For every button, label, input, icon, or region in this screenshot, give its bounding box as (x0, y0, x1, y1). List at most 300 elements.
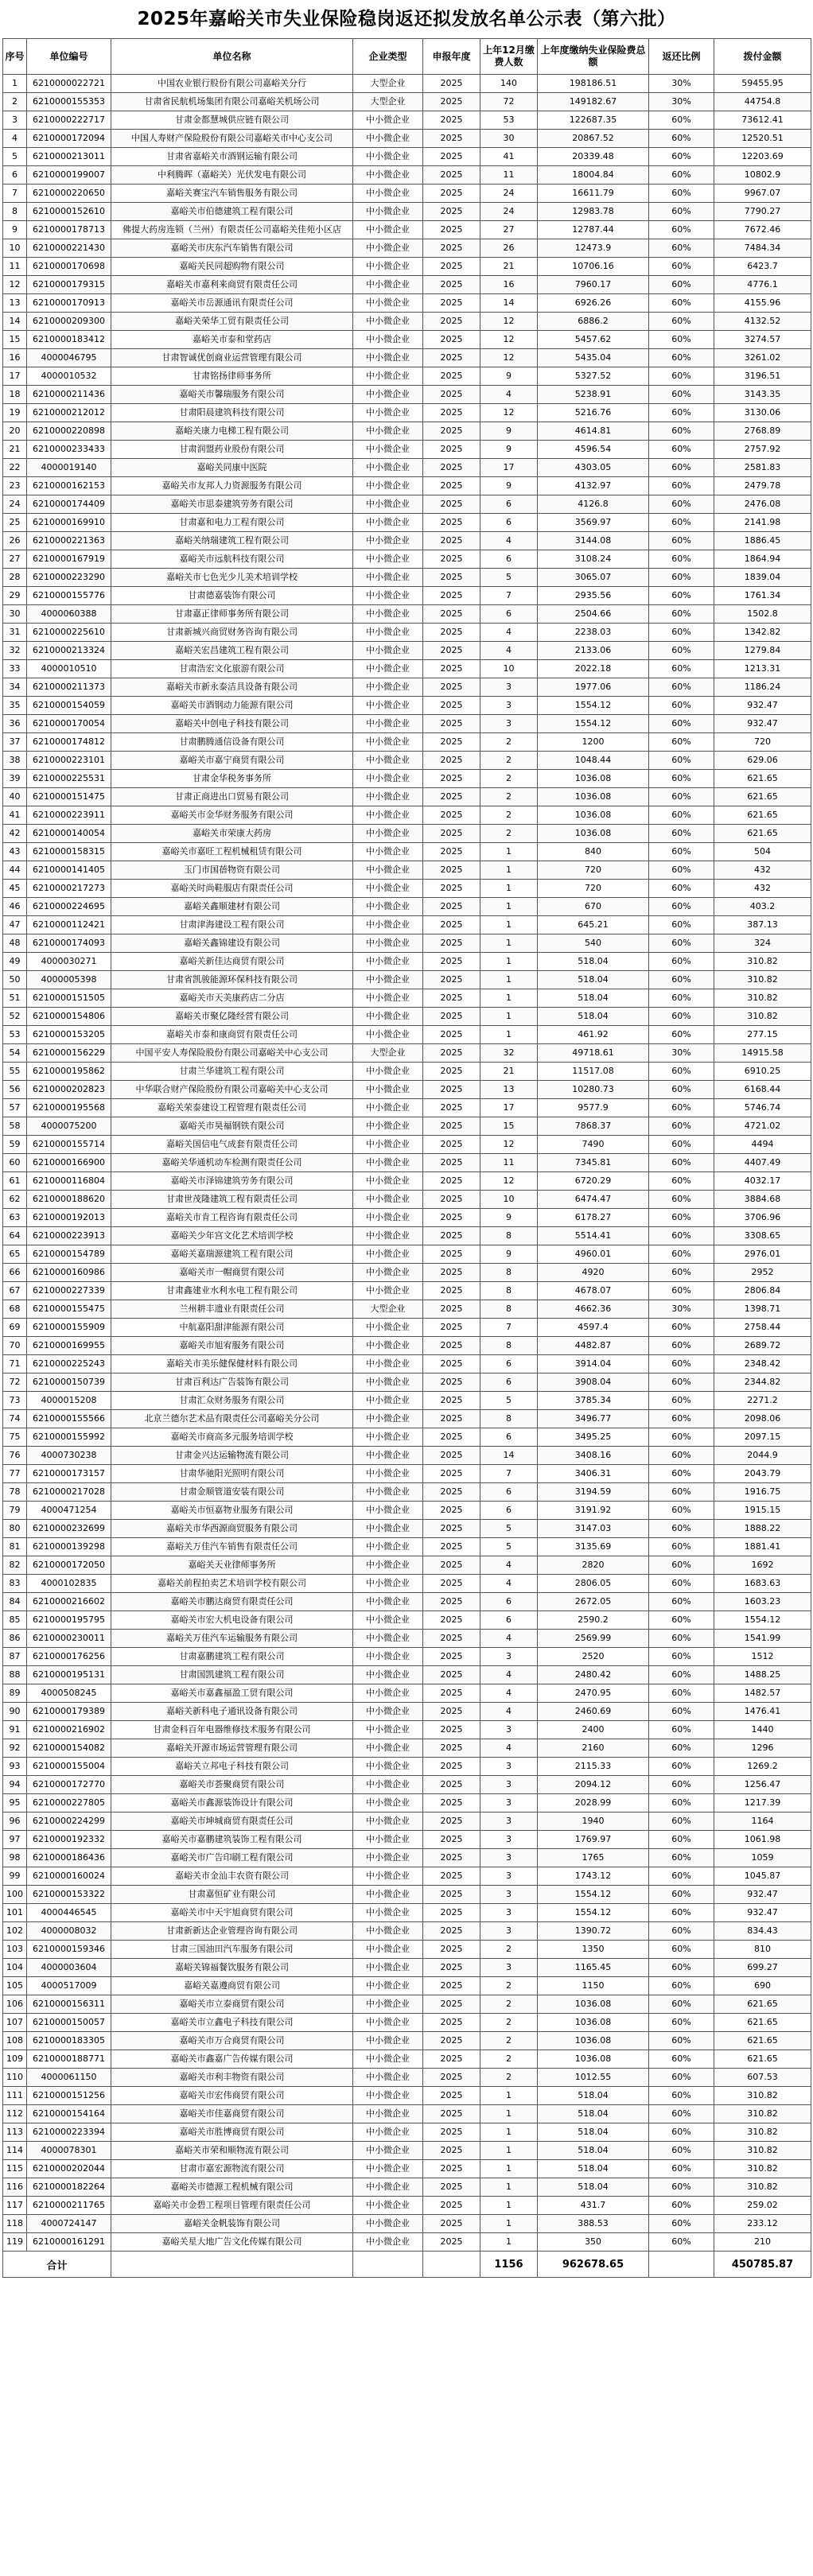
cell-premium-total: 4596.54 (538, 441, 649, 459)
cell-enterprise-type: 中小微企业 (353, 1502, 423, 1520)
table-row (3, 75, 811, 93)
cell-amount: 6168.44 (714, 1081, 811, 1099)
cell-unit-id: 6210000166900 (27, 1154, 111, 1172)
cell-year: 2025 (423, 1813, 480, 1831)
cell-refund-ratio: 60% (649, 605, 714, 624)
cell-premium-total: 1977.06 (538, 678, 649, 697)
cell-unit-id: 4000003604 (27, 1959, 111, 1977)
page-title: 2025年嘉峪关市失业保险稳岗返还拟发放名单公示表（第六批） (137, 9, 676, 29)
cell-refund-ratio: 60% (649, 1630, 714, 1648)
cell-unit-name: 嘉峪关立邦电子科技有限公司 (111, 1758, 353, 1776)
cell-unit-name: 嘉峪关市美乐健保健材料有限公司 (111, 1355, 353, 1373)
cell-unit-id: 6210000170913 (27, 294, 111, 313)
cell-premium-total: 1036.08 (538, 770, 649, 788)
table-row (3, 1264, 811, 1282)
cell-unit-id: 4000015208 (27, 1392, 111, 1410)
cell-premium-total: 4662.36 (538, 1300, 649, 1319)
cell-index: 43 (3, 843, 27, 861)
cell-unit-id: 6210000156311 (27, 1995, 111, 2014)
cell-unit-name: 嘉峪关市嘉宁商贸有限公司 (111, 752, 353, 770)
cell-amount: 12520.51 (714, 130, 811, 148)
cell-enterprise-type: 中小微企业 (353, 697, 423, 715)
cell-amount: 932.47 (714, 697, 811, 715)
cell-unit-id: 6210000159346 (27, 1941, 111, 1959)
cell-enterprise-type: 中小微企业 (353, 1867, 423, 1886)
cell-refund-ratio: 60% (649, 2178, 714, 2197)
table-row (3, 880, 811, 898)
cell-refund-ratio: 60% (649, 624, 714, 642)
cell-premium-total: 1765 (538, 1849, 649, 1867)
cell-amount: 3130.06 (714, 404, 811, 422)
cell-unit-id: 4000724147 (27, 2215, 111, 2233)
cell-year: 2025 (423, 1959, 480, 1977)
cell-refund-ratio: 60% (649, 1721, 714, 1739)
cell-index: 115 (3, 2160, 27, 2178)
cell-unit-name: 嘉峪关市嘉鑫福盈工贸有限公司 (111, 1684, 353, 1703)
cell-index: 79 (3, 1502, 27, 1520)
cell-refund-ratio: 60% (649, 1172, 714, 1191)
cell-enterprise-type: 中小微企业 (353, 624, 423, 642)
cell-index: 57 (3, 1099, 27, 1117)
cell-unit-id: 6210000220650 (27, 185, 111, 203)
cell-unit-name: 嘉峪关少年宫文化艺术培训学校 (111, 1227, 353, 1245)
cell-unit-id: 6210000213324 (27, 642, 111, 660)
cell-unit-id: 4000060388 (27, 605, 111, 624)
cell-enterprise-type: 中小微企业 (353, 2142, 423, 2160)
cell-enterprise-type: 中小微企业 (353, 934, 423, 953)
cell-unit-name: 甘肃铭扬律师事务所 (111, 367, 353, 386)
cell-headcount: 3 (480, 1776, 538, 1794)
cell-unit-name: 嘉峪关市恒嘉物业服务有限公司 (111, 1502, 353, 1520)
cell-year: 2025 (423, 1739, 480, 1758)
table-row (3, 111, 811, 130)
cell-enterprise-type: 中小微企业 (353, 1703, 423, 1721)
cell-refund-ratio: 60% (649, 880, 714, 898)
table-row (3, 2050, 811, 2069)
cell-refund-ratio: 60% (649, 1831, 714, 1849)
cell-premium-total: 2022.18 (538, 660, 649, 678)
cell-enterprise-type: 中小微企业 (353, 1630, 423, 1648)
cell-year: 2025 (423, 1941, 480, 1959)
cell-premium-total: 10706.16 (538, 258, 649, 276)
cell-unit-id: 4000005398 (27, 971, 111, 989)
cell-unit-id: 6210000155909 (27, 1319, 111, 1337)
cell-year: 2025 (423, 1886, 480, 1904)
cell-refund-ratio: 60% (649, 1758, 714, 1776)
cell-year: 2025 (423, 93, 480, 111)
cell-index: 4 (3, 130, 27, 148)
cell-unit-name: 嘉峪关市伯德建筑工程有限公司 (111, 203, 353, 221)
cell-year: 2025 (423, 1630, 480, 1648)
cell-unit-id: 6210000216902 (27, 1721, 111, 1739)
cell-refund-ratio: 60% (649, 1099, 714, 1117)
cell-premium-total: 5514.41 (538, 1227, 649, 1245)
cell-unit-id: 6210000176256 (27, 1648, 111, 1666)
cell-unit-name: 嘉峪关市嘉利来商贸有限责任公司 (111, 276, 353, 294)
cell-headcount: 2 (480, 2014, 538, 2032)
cell-premium-total: 518.04 (538, 2160, 649, 2178)
cell-amount: 1256.47 (714, 1776, 811, 1794)
total-blank-ratio (649, 2252, 714, 2278)
total-blank-name (111, 2252, 353, 2278)
cell-index: 21 (3, 441, 27, 459)
cell-year: 2025 (423, 934, 480, 953)
cell-amount: 699.27 (714, 1959, 811, 1977)
cell-refund-ratio: 60% (649, 1739, 714, 1758)
cell-unit-name: 甘肃嘉和电力工程有限公司 (111, 514, 353, 532)
cell-unit-id: 6210000211765 (27, 2197, 111, 2215)
cell-year: 2025 (423, 806, 480, 825)
cell-year: 2025 (423, 1465, 480, 1483)
cell-headcount: 11 (480, 166, 538, 185)
cell-unit-id: 6210000169955 (27, 1337, 111, 1355)
col-header-headcount: 上年12月缴费人数 (480, 39, 538, 75)
cell-amount: 834.43 (714, 1922, 811, 1941)
cell-refund-ratio: 30% (649, 75, 714, 93)
cell-amount: 1476.41 (714, 1703, 811, 1721)
cell-unit-name: 甘肃百利达广告装饰有限公司 (111, 1373, 353, 1392)
cell-enterprise-type: 中小微企业 (353, 1319, 423, 1337)
cell-refund-ratio: 60% (649, 441, 714, 459)
cell-refund-ratio: 60% (649, 459, 714, 477)
cell-enterprise-type: 中小微企业 (353, 605, 423, 624)
cell-premium-total: 3569.97 (538, 514, 649, 532)
cell-enterprise-type: 中小微企业 (353, 166, 423, 185)
cell-amount: 1541.99 (714, 1630, 811, 1648)
header-row (3, 39, 811, 75)
cell-refund-ratio: 60% (649, 349, 714, 367)
cell-headcount: 1 (480, 2142, 538, 2160)
cell-year: 2025 (423, 953, 480, 971)
cell-headcount: 4 (480, 1630, 538, 1648)
cell-unit-id: 6210000222717 (27, 111, 111, 130)
cell-year: 2025 (423, 1995, 480, 2014)
table-row (3, 898, 811, 916)
cell-headcount: 12 (480, 331, 538, 349)
cell-headcount: 4 (480, 1666, 538, 1684)
table-row (3, 1063, 811, 1081)
cell-premium-total: 7345.81 (538, 1154, 649, 1172)
table-row (3, 1026, 811, 1044)
table-row (3, 788, 811, 806)
cell-headcount: 2 (480, 1995, 538, 2014)
cell-unit-name: 嘉峪关锦福餐饮服务有限公司 (111, 1959, 353, 1977)
cell-headcount: 41 (480, 148, 538, 166)
cell-premium-total: 1036.08 (538, 806, 649, 825)
cell-unit-name: 嘉峪关市岳源通讯有限责任公司 (111, 294, 353, 313)
cell-headcount: 1 (480, 880, 538, 898)
cell-unit-id: 6210000152610 (27, 203, 111, 221)
cell-unit-name: 嘉峪关市宏伟商贸有限公司 (111, 2087, 353, 2105)
table-row (3, 404, 811, 422)
cell-year: 2025 (423, 898, 480, 916)
cell-refund-ratio: 60% (649, 1941, 714, 1959)
cell-year: 2025 (423, 642, 480, 660)
cell-headcount: 1 (480, 2123, 538, 2142)
cell-refund-ratio: 60% (649, 825, 714, 843)
cell-amount: 621.65 (714, 770, 811, 788)
cell-index: 1 (3, 75, 27, 93)
cell-amount: 310.82 (714, 2142, 811, 2160)
cell-unit-id: 6210000160024 (27, 1867, 111, 1886)
cell-headcount: 1 (480, 2105, 538, 2123)
cell-unit-name: 嘉峪关市华西源商贸服务有限公司 (111, 1520, 353, 1538)
cell-year: 2025 (423, 2105, 480, 2123)
cell-refund-ratio: 60% (649, 221, 714, 239)
cell-enterprise-type: 中小微企业 (353, 422, 423, 441)
cell-refund-ratio: 60% (649, 642, 714, 660)
cell-amount: 621.65 (714, 1995, 811, 2014)
table-row (3, 1483, 811, 1502)
cell-amount: 9967.07 (714, 185, 811, 203)
table-row (3, 514, 811, 532)
table-row (3, 2233, 811, 2252)
cell-unit-id: 6210000155004 (27, 1758, 111, 1776)
cell-enterprise-type: 中小微企业 (353, 642, 423, 660)
cell-index: 22 (3, 459, 27, 477)
cell-refund-ratio: 60% (649, 1977, 714, 1995)
cell-enterprise-type: 中小微企业 (353, 2215, 423, 2233)
table-row (3, 239, 811, 258)
cell-premium-total: 3147.03 (538, 1520, 649, 1538)
cell-unit-id: 6210000151475 (27, 788, 111, 806)
table-row (3, 1008, 811, 1026)
cell-amount: 59455.95 (714, 75, 811, 93)
cell-year: 2025 (423, 550, 480, 569)
cell-headcount: 6 (480, 550, 538, 569)
cell-headcount: 16 (480, 276, 538, 294)
cell-unit-id: 4000102835 (27, 1575, 111, 1593)
cell-refund-ratio: 60% (649, 953, 714, 971)
cell-index: 71 (3, 1355, 27, 1373)
cell-year: 2025 (423, 1721, 480, 1739)
table-row (3, 313, 811, 331)
cell-unit-name: 嘉峪关宏昌建筑工程有限公司 (111, 642, 353, 660)
cell-premium-total: 2569.99 (538, 1630, 649, 1648)
total-row (3, 2252, 811, 2278)
cell-index: 50 (3, 971, 27, 989)
cell-index: 99 (3, 1867, 27, 1886)
cell-headcount: 27 (480, 221, 538, 239)
cell-amount: 7672.46 (714, 221, 811, 239)
cell-amount: 310.82 (714, 953, 811, 971)
cell-unit-name: 甘肃新城兴商贸财务咨询有限公司 (111, 624, 353, 642)
cell-amount: 720 (714, 733, 811, 752)
col-header-enterprise-type: 企业类型 (353, 39, 423, 75)
cell-refund-ratio: 60% (649, 514, 714, 532)
cell-premium-total: 3495.25 (538, 1428, 649, 1447)
cell-enterprise-type: 中小微企业 (353, 788, 423, 806)
cell-headcount: 3 (480, 1959, 538, 1977)
table-row (3, 1922, 811, 1941)
cell-year: 2025 (423, 1154, 480, 1172)
table-row (3, 2105, 811, 2123)
table-row (3, 550, 811, 569)
cell-index: 51 (3, 989, 27, 1008)
cell-enterprise-type: 中小微企业 (353, 1465, 423, 1483)
cell-amount: 310.82 (714, 989, 811, 1008)
cell-year: 2025 (423, 2215, 480, 2233)
cell-amount: 1186.24 (714, 678, 811, 697)
cell-unit-name: 嘉峪关市金华财务服务有限公司 (111, 806, 353, 825)
cell-unit-name: 甘肃金华税务事务所 (111, 770, 353, 788)
cell-headcount: 72 (480, 93, 538, 111)
cell-premium-total: 2133.06 (538, 642, 649, 660)
cell-headcount: 1 (480, 2233, 538, 2252)
cell-headcount: 1 (480, 2178, 538, 2197)
cell-year: 2025 (423, 1904, 480, 1922)
cell-enterprise-type: 大型企业 (353, 93, 423, 111)
cell-index: 82 (3, 1556, 27, 1575)
cell-premium-total: 7868.37 (538, 1117, 649, 1136)
table-row (3, 1117, 811, 1136)
cell-unit-id: 6210000211373 (27, 678, 111, 697)
cell-unit-id: 6210000151505 (27, 989, 111, 1008)
cell-headcount: 1 (480, 1008, 538, 1026)
cell-amount: 607.53 (714, 2069, 811, 2087)
cell-headcount: 1 (480, 2215, 538, 2233)
table-row (3, 1191, 811, 1209)
cell-unit-id: 6210000227339 (27, 1282, 111, 1300)
cell-headcount: 12 (480, 349, 538, 367)
cell-premium-total: 1554.12 (538, 715, 649, 733)
cell-amount: 1482.57 (714, 1684, 811, 1703)
cell-year: 2025 (423, 459, 480, 477)
table-row (3, 1684, 811, 1703)
cell-refund-ratio: 30% (649, 1044, 714, 1063)
cell-unit-id: 6210000172770 (27, 1776, 111, 1794)
cell-year: 2025 (423, 2069, 480, 2087)
cell-refund-ratio: 60% (649, 2123, 714, 2142)
cell-index: 84 (3, 1593, 27, 1611)
cell-year: 2025 (423, 185, 480, 203)
table-row (3, 605, 811, 624)
cell-premium-total: 3908.04 (538, 1373, 649, 1392)
cell-index: 29 (3, 587, 27, 605)
cell-year: 2025 (423, 715, 480, 733)
cell-refund-ratio: 60% (649, 752, 714, 770)
table-row (3, 678, 811, 697)
table-row (3, 953, 811, 971)
cell-amount: 1488.25 (714, 1666, 811, 1684)
cell-refund-ratio: 60% (649, 111, 714, 130)
cell-headcount: 4 (480, 624, 538, 642)
cell-unit-id: 6210000154059 (27, 697, 111, 715)
cell-premium-total: 1554.12 (538, 697, 649, 715)
cell-premium-total: 2460.69 (538, 1703, 649, 1721)
cell-amount: 2141.98 (714, 514, 811, 532)
cell-unit-id: 6210000212012 (27, 404, 111, 422)
cell-index: 16 (3, 349, 27, 367)
cell-headcount: 4 (480, 642, 538, 660)
cell-unit-id: 6210000192013 (27, 1209, 111, 1227)
cell-index: 47 (3, 916, 27, 934)
cell-refund-ratio: 60% (649, 660, 714, 678)
cell-year: 2025 (423, 1282, 480, 1300)
cell-unit-id: 6210000155776 (27, 587, 111, 605)
cell-year: 2025 (423, 1026, 480, 1044)
cell-refund-ratio: 60% (649, 916, 714, 934)
cell-unit-id: 6210000195568 (27, 1099, 111, 1117)
cell-amount: 3884.68 (714, 1191, 811, 1209)
table-row (3, 203, 811, 221)
cell-refund-ratio: 60% (649, 313, 714, 331)
table-row (3, 2032, 811, 2050)
cell-year: 2025 (423, 1538, 480, 1556)
cell-headcount: 14 (480, 294, 538, 313)
cell-headcount: 24 (480, 203, 538, 221)
cell-unit-name: 嘉峪关市商高多元服务培训学校 (111, 1428, 353, 1447)
cell-index: 9 (3, 221, 27, 239)
cell-premium-total: 4303.05 (538, 459, 649, 477)
cell-year: 2025 (423, 861, 480, 880)
cell-index: 94 (3, 1776, 27, 1794)
cell-premium-total: 4132.97 (538, 477, 649, 495)
cell-premium-total: 4614.81 (538, 422, 649, 441)
cell-enterprise-type: 中小微企业 (353, 1575, 423, 1593)
cell-index: 55 (3, 1063, 27, 1081)
cell-year: 2025 (423, 1099, 480, 1117)
cell-unit-id: 6210000179315 (27, 276, 111, 294)
cell-unit-name: 甘肃国凯建筑工程有限公司 (111, 1666, 353, 1684)
cell-unit-id: 6210000199007 (27, 166, 111, 185)
table-row (3, 2069, 811, 2087)
cell-premium-total: 350 (538, 2233, 649, 2252)
cell-index: 18 (3, 386, 27, 404)
cell-premium-total: 6886.2 (538, 313, 649, 331)
cell-refund-ratio: 60% (649, 148, 714, 166)
cell-premium-total: 518.04 (538, 971, 649, 989)
cell-premium-total: 1940 (538, 1813, 649, 1831)
cell-headcount: 3 (480, 678, 538, 697)
cell-unit-id: 6210000112421 (27, 916, 111, 934)
cell-unit-name: 嘉峪关市远航科技有限公司 (111, 550, 353, 569)
cell-headcount: 10 (480, 660, 538, 678)
cell-amount: 4132.52 (714, 313, 811, 331)
cell-enterprise-type: 中小微企业 (353, 532, 423, 550)
total-amount: 450785.87 (714, 2252, 811, 2278)
cell-year: 2025 (423, 2123, 480, 2142)
cell-premium-total: 4597.4 (538, 1319, 649, 1337)
cell-premium-total: 2238.03 (538, 624, 649, 642)
cell-unit-name: 甘肃省凯骏能源环保科技有限公司 (111, 971, 353, 989)
table-row (3, 1520, 811, 1538)
cell-refund-ratio: 60% (649, 294, 714, 313)
cell-premium-total: 11517.08 (538, 1063, 649, 1081)
cell-year: 2025 (423, 2050, 480, 2069)
cell-unit-name: 甘肃德嘉装饰有限公司 (111, 587, 353, 605)
cell-amount: 7790.27 (714, 203, 811, 221)
cell-refund-ratio: 60% (649, 1136, 714, 1154)
table-row (3, 1867, 811, 1886)
cell-refund-ratio: 60% (649, 2142, 714, 2160)
cell-unit-name: 嘉峪关市荣康大药房 (111, 825, 353, 843)
cell-enterprise-type: 中小微企业 (353, 130, 423, 148)
cell-amount: 4032.17 (714, 1172, 811, 1191)
cell-premium-total: 518.04 (538, 2142, 649, 2160)
cell-headcount: 17 (480, 1099, 538, 1117)
cell-enterprise-type: 中小微企业 (353, 404, 423, 422)
table-row (3, 2160, 811, 2178)
cell-unit-id: 6210000183305 (27, 2032, 111, 2050)
cell-headcount: 8 (480, 1282, 538, 1300)
cell-enterprise-type: 中小微企业 (353, 1245, 423, 1264)
cell-year: 2025 (423, 1593, 480, 1611)
cell-index: 20 (3, 422, 27, 441)
cell-year: 2025 (423, 660, 480, 678)
cell-amount: 2976.01 (714, 1245, 811, 1264)
cell-headcount: 140 (480, 75, 538, 93)
